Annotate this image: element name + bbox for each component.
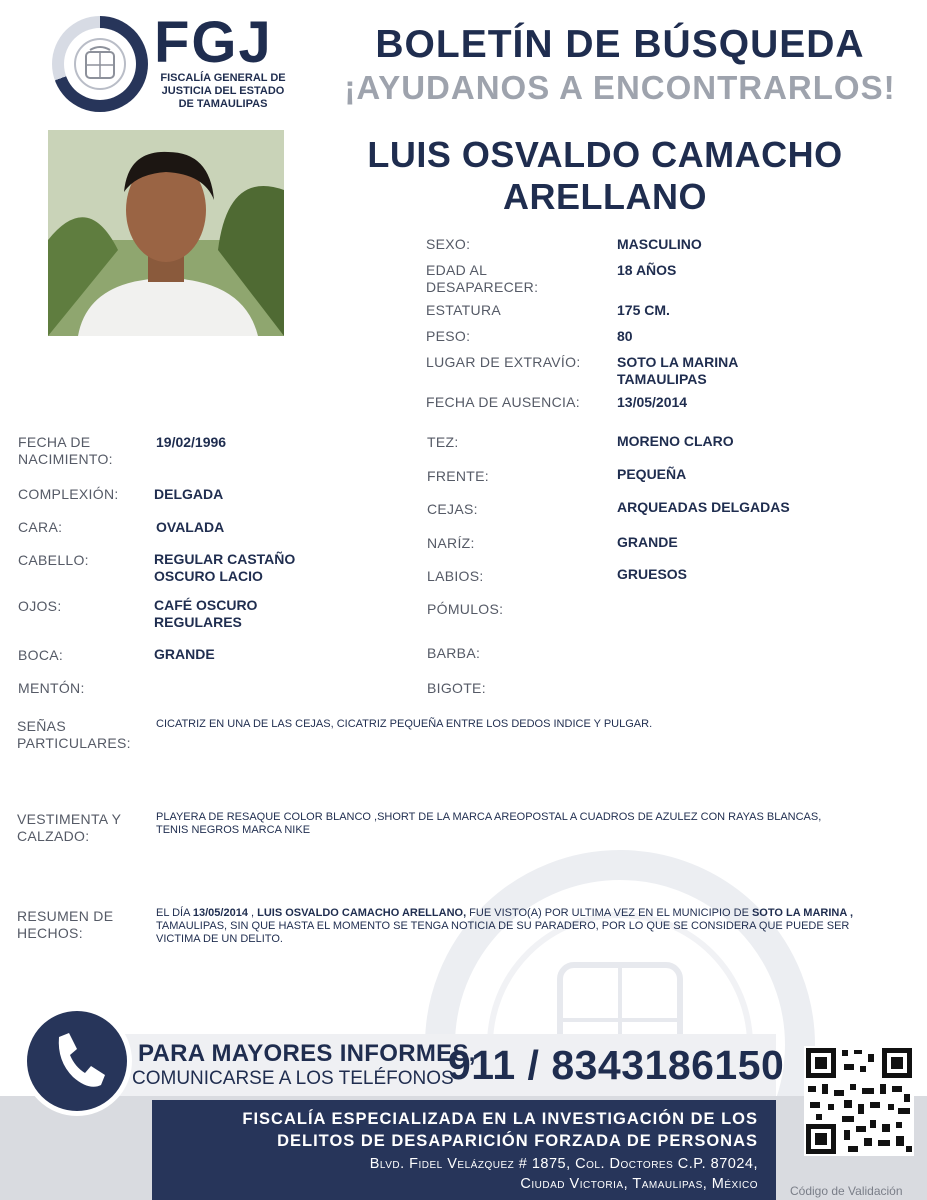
address-line-2: Ciudad Victoria, Tamaulipas, México: [520, 1176, 758, 1192]
person-photo: [48, 130, 284, 336]
field-label-menton: MENTÓN:: [18, 680, 85, 696]
info-line-2: COMUNICARSE A LOS TELÉFONOS: [132, 1068, 454, 1089]
field-value-frente: PEQUEÑA: [617, 466, 687, 482]
office-line-2: DELITOS DE DESAPARICIÓN FORZADA DE PERSONAS: [277, 1132, 758, 1150]
field-value-ojos: CAFÉ OSCURO REGULARES: [154, 597, 258, 630]
person-name-line1: LUIS OSVALDO CAMACHO: [367, 134, 843, 175]
field-label-cabello: CABELLO:: [18, 552, 89, 568]
field-value-labios: GRUESOS: [617, 566, 688, 582]
resumen-text-3: FUE VISTO(A) POR ULTIMA VEZ EN EL MUNICIPIO DE: [466, 907, 752, 919]
field-value-cara: OVALADA: [156, 519, 225, 535]
bulletin-subtitle: ¡AYUDANOS A ENCONTRARLOS!: [344, 69, 896, 106]
field-value-resumen: [156, 907, 866, 946]
field-label-edad: EDAD AL DESAPARECER:: [426, 262, 539, 295]
field-value-cabello: REGULAR CASTAÑO OSCURO LACIO: [154, 551, 296, 584]
field-label-vestimenta: VESTIMENTA Y CALZADO:: [17, 811, 122, 844]
info-line-1: PARA MAYORES INFORMES,: [138, 1040, 476, 1067]
field-value-nariz: GRANDE: [617, 534, 678, 550]
resumen-text-2: ,: [247, 907, 258, 919]
phone-number[interactable]: 911 / 8343186150: [448, 1042, 785, 1088]
field-value-vestimenta: PLAYERA DE RESAQUE COLOR BLANCO ,SHORT DE LA MARCA AREOPOSTAL A CUADROS DE AZULEZ CON RAYAS BLANCAS, TENIS NEGROS MARCA NIKE: [156, 811, 822, 836]
field-value-fecha-ausencia: 13/05/2014: [617, 394, 688, 410]
field-label-nariz: NARÍZ:: [427, 535, 475, 551]
field-label-cejas: CEJAS:: [427, 501, 478, 517]
resumen-date: 13/05/2014: [192, 907, 248, 919]
field-label-tez: TEZ:: [427, 434, 459, 450]
field-label-bigote: BIGOTE:: [427, 680, 486, 696]
qr-code[interactable]: [804, 1046, 914, 1156]
fgj-logo-text: FGJ: [154, 10, 273, 75]
field-value-sexo: MASCULINO: [617, 236, 702, 252]
field-label-senas: SEÑAS PARTICULARES:: [17, 718, 131, 751]
field-value-boca: GRANDE: [154, 646, 215, 662]
field-label-complexion: COMPLEXIÓN:: [18, 486, 119, 502]
qr-caption: Código de Validación: [790, 1184, 903, 1198]
field-label-lugar: LUGAR DE EXTRAVÍO:: [426, 354, 581, 370]
fgj-logo-subtitle: FISCALÍA GENERAL DE JUSTICIA DEL ESTADO DE TAMAULIPAS: [160, 72, 286, 110]
resumen-place: SOTO LA MARINA ,: [751, 907, 854, 919]
field-value-lugar: SOTO LA MARINA TAMAULIPAS: [617, 354, 739, 387]
field-value-nacimiento: 19/02/1996: [156, 434, 227, 450]
field-label-barba: BARBA:: [427, 645, 481, 661]
address-line-1: Blvd. Fidel Velázquez # 1875, Col. Doctores C.P. 87024,: [369, 1156, 758, 1172]
person-name: [350, 134, 860, 218]
field-label-boca: BOCA:: [18, 647, 64, 663]
field-label-estatura: ESTATURA: [426, 302, 501, 318]
field-value-peso: 80: [617, 328, 633, 344]
field-value-senas: CICATRIZ EN UNA DE LAS CEJAS, CICATRIZ PEQUEÑA ENTRE LOS DEDOS INDICE Y PULGAR.: [156, 718, 653, 730]
field-value-tez: MORENO CLARO: [617, 433, 734, 449]
field-label-cara: CARA:: [18, 519, 63, 535]
field-label-peso: PESO:: [426, 328, 471, 344]
field-label-frente: FRENTE:: [427, 468, 489, 484]
field-label-ojos: OJOS:: [18, 598, 62, 614]
field-label-nacimiento: FECHA DE NACIMIENTO:: [18, 434, 113, 467]
field-label-labios: LABIOS:: [427, 568, 484, 584]
field-label-fecha-ausencia: FECHA DE AUSENCIA:: [426, 394, 580, 410]
office-box: [152, 1100, 776, 1200]
resumen-text-4: TAMAULIPAS, SIN QUE HASTA EL MOMENTO SE TENGA NOTICIA DE SU PARADERO, POR LO QUE SE CONSIDERA QUE PUEDE SER VICTIMA DE UN DELITO.: [156, 920, 850, 945]
office-line-1: FISCALÍA ESPECIALIZADA EN LA INVESTIGACIÓN DE LOS: [242, 1110, 758, 1128]
field-value-cejas: ARQUEADAS DELGADAS: [617, 499, 790, 515]
field-label-sexo: SEXO:: [426, 236, 471, 252]
field-value-edad: 18 AÑOS: [617, 262, 677, 278]
field-value-estatura: 175 CM.: [617, 302, 670, 318]
bulletin-title: BOLETÍN DE BÚSQUEDA: [375, 23, 865, 66]
field-value-complexion: DELGADA: [154, 486, 224, 502]
tamaulipas-seal-icon: [74, 38, 126, 90]
phone-icon: [22, 1006, 132, 1116]
resumen-name: LUIS OSVALDO CAMACHO ARELLANO,: [257, 907, 467, 919]
field-label-pomulos: PÓMULOS:: [427, 601, 504, 617]
field-label-resumen: RESUMEN DE HECHOS:: [17, 908, 114, 941]
resumen-text-1: EL DÍA: [156, 907, 193, 919]
person-name-line2: ARELLANO: [503, 176, 707, 217]
